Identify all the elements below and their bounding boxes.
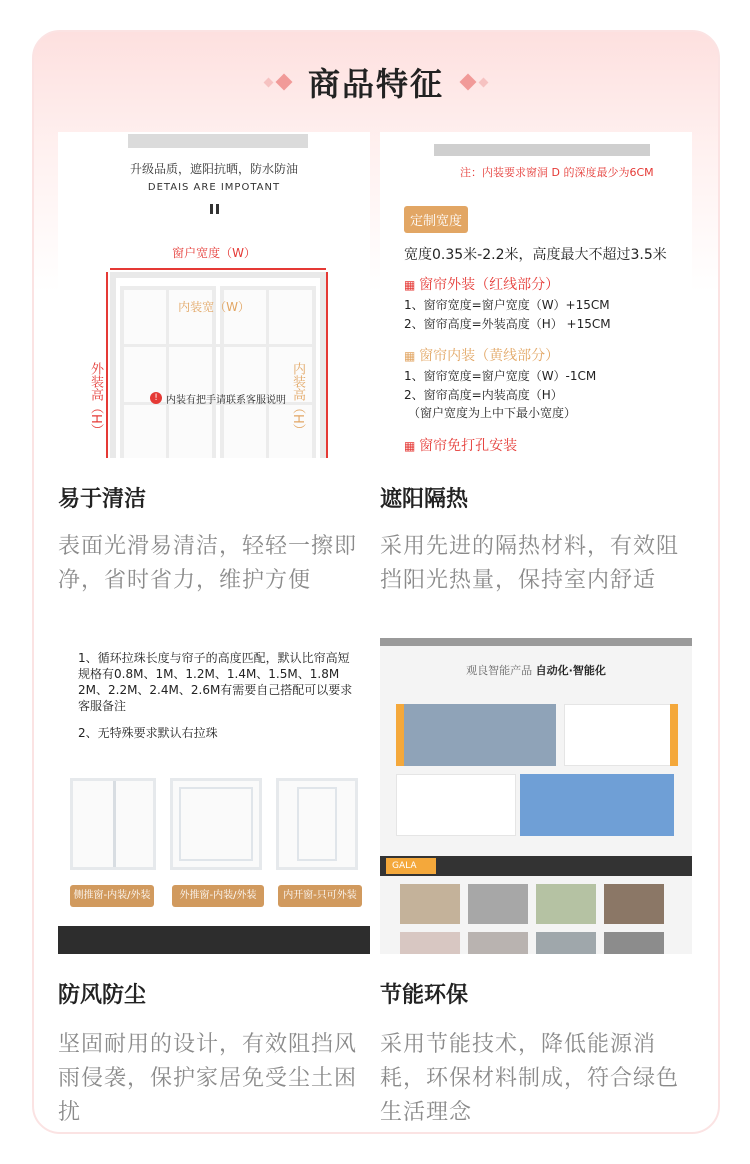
window-type-label: 外推窗-内装/外装: [172, 885, 264, 907]
custom-width-tag: 定制宽度: [404, 206, 468, 233]
feature-image-window-types: [58, 638, 370, 954]
right-decoration: [462, 76, 493, 88]
left-decoration: [259, 76, 290, 88]
inner-line-2: 2、窗帘高度=内装高度（H）: [404, 388, 563, 402]
inner-height-label: 内装高（H）: [290, 362, 305, 437]
outer-height-label: 外装高（H）: [88, 362, 103, 437]
notice-text: 内装有把手请联系客服说明: [166, 395, 286, 406]
outer-heading: ▦ 窗帘外装（红线部分）: [404, 277, 560, 293]
outer-line-2: 2、窗帘高度=外装高度（H） +15CM: [404, 317, 611, 331]
note-text: 注：内装要求窗洞 D 的深度最少为6CM: [460, 166, 654, 179]
outer-line-1: 1、窗帘宽度=窗户宽度（W）+15CM: [404, 298, 610, 312]
brand-logo: GALA: [386, 858, 436, 874]
footer-note: ▦ 窗帘免打孔安装: [404, 438, 518, 454]
feature-desc: 表面光滑易清洁，轻轻一擦即净，省时省力，维护方便: [58, 534, 358, 593]
section-header: [34, 32, 718, 132]
window-type-label: 侧推窗-内装/外装: [70, 885, 154, 907]
feature-image-smart-products: [380, 638, 692, 954]
feature-item-heat-insulation: [380, 132, 692, 622]
sliding-window-icon: [70, 778, 156, 870]
inner-line-3: （窗户宽度为上中下最小宽度）: [408, 406, 577, 420]
smart-heading: 观良智能产品 自动化·智能化: [466, 664, 606, 677]
feature-image-size-guide: [380, 132, 692, 458]
feature-item-eco: [380, 638, 692, 1128]
feature-desc: 采用先进的隔热材料，有效阻挡阳光热量，保持室内舒适: [380, 534, 680, 593]
inner-heading: ▦ 窗帘内装（黄线部分）: [404, 348, 560, 364]
feature-title: 节能环保: [380, 983, 469, 1008]
warning-icon: !: [150, 392, 162, 404]
window-type-label: 内开窗-只可外装: [278, 885, 362, 907]
feature-title: 防风防尘: [58, 983, 147, 1008]
feature-image-measure: [58, 132, 370, 458]
feature-desc: 坚固耐用的设计，有效阻挡风雨侵袭，保护家居免受尘土困扰: [58, 1032, 358, 1125]
feature-card: [32, 30, 720, 1134]
image-subtitle-en: DETAIS ARE IMPOTANT: [147, 182, 281, 193]
window-width-label: 窗户宽度（W）: [172, 246, 256, 260]
inner-line-1: 1、窗帘宽度=窗户宽度（W）-1CM: [404, 369, 597, 383]
inward-window-icon: [276, 778, 358, 870]
image-subtitle: 升级品质，遮阳抗晒，防水防油: [129, 162, 298, 176]
feature-title: 遮阳隔热: [380, 487, 469, 512]
chain-length-text: 1、循环拉珠长度与帘子的高度匹配，默认比帘高短规格有0.8M、1M、1.2M、1.4M、1.5M、1.8M 2M、2.2M、2.4M、2.6M有需要自己搭配可以要求客服备注: [78, 651, 353, 713]
feature-item-windproof: [58, 638, 370, 1128]
default-chain-text: 2、无特殊要求默认右拉珠: [78, 726, 218, 740]
feature-desc: 采用节能技术，降低能源消耗，环保材料制成，符合绿色生活理念: [380, 1032, 680, 1125]
page-title: 商品特征: [307, 65, 444, 103]
inner-width-label: 内装宽（W）: [178, 300, 250, 314]
feature-item-cleaning: [58, 132, 370, 622]
size-range: 宽度0.35米-2.2米，高度最大不超过3.5米: [404, 247, 667, 263]
feature-title: 易于清洁: [58, 487, 147, 512]
outward-window-icon: [170, 778, 262, 870]
